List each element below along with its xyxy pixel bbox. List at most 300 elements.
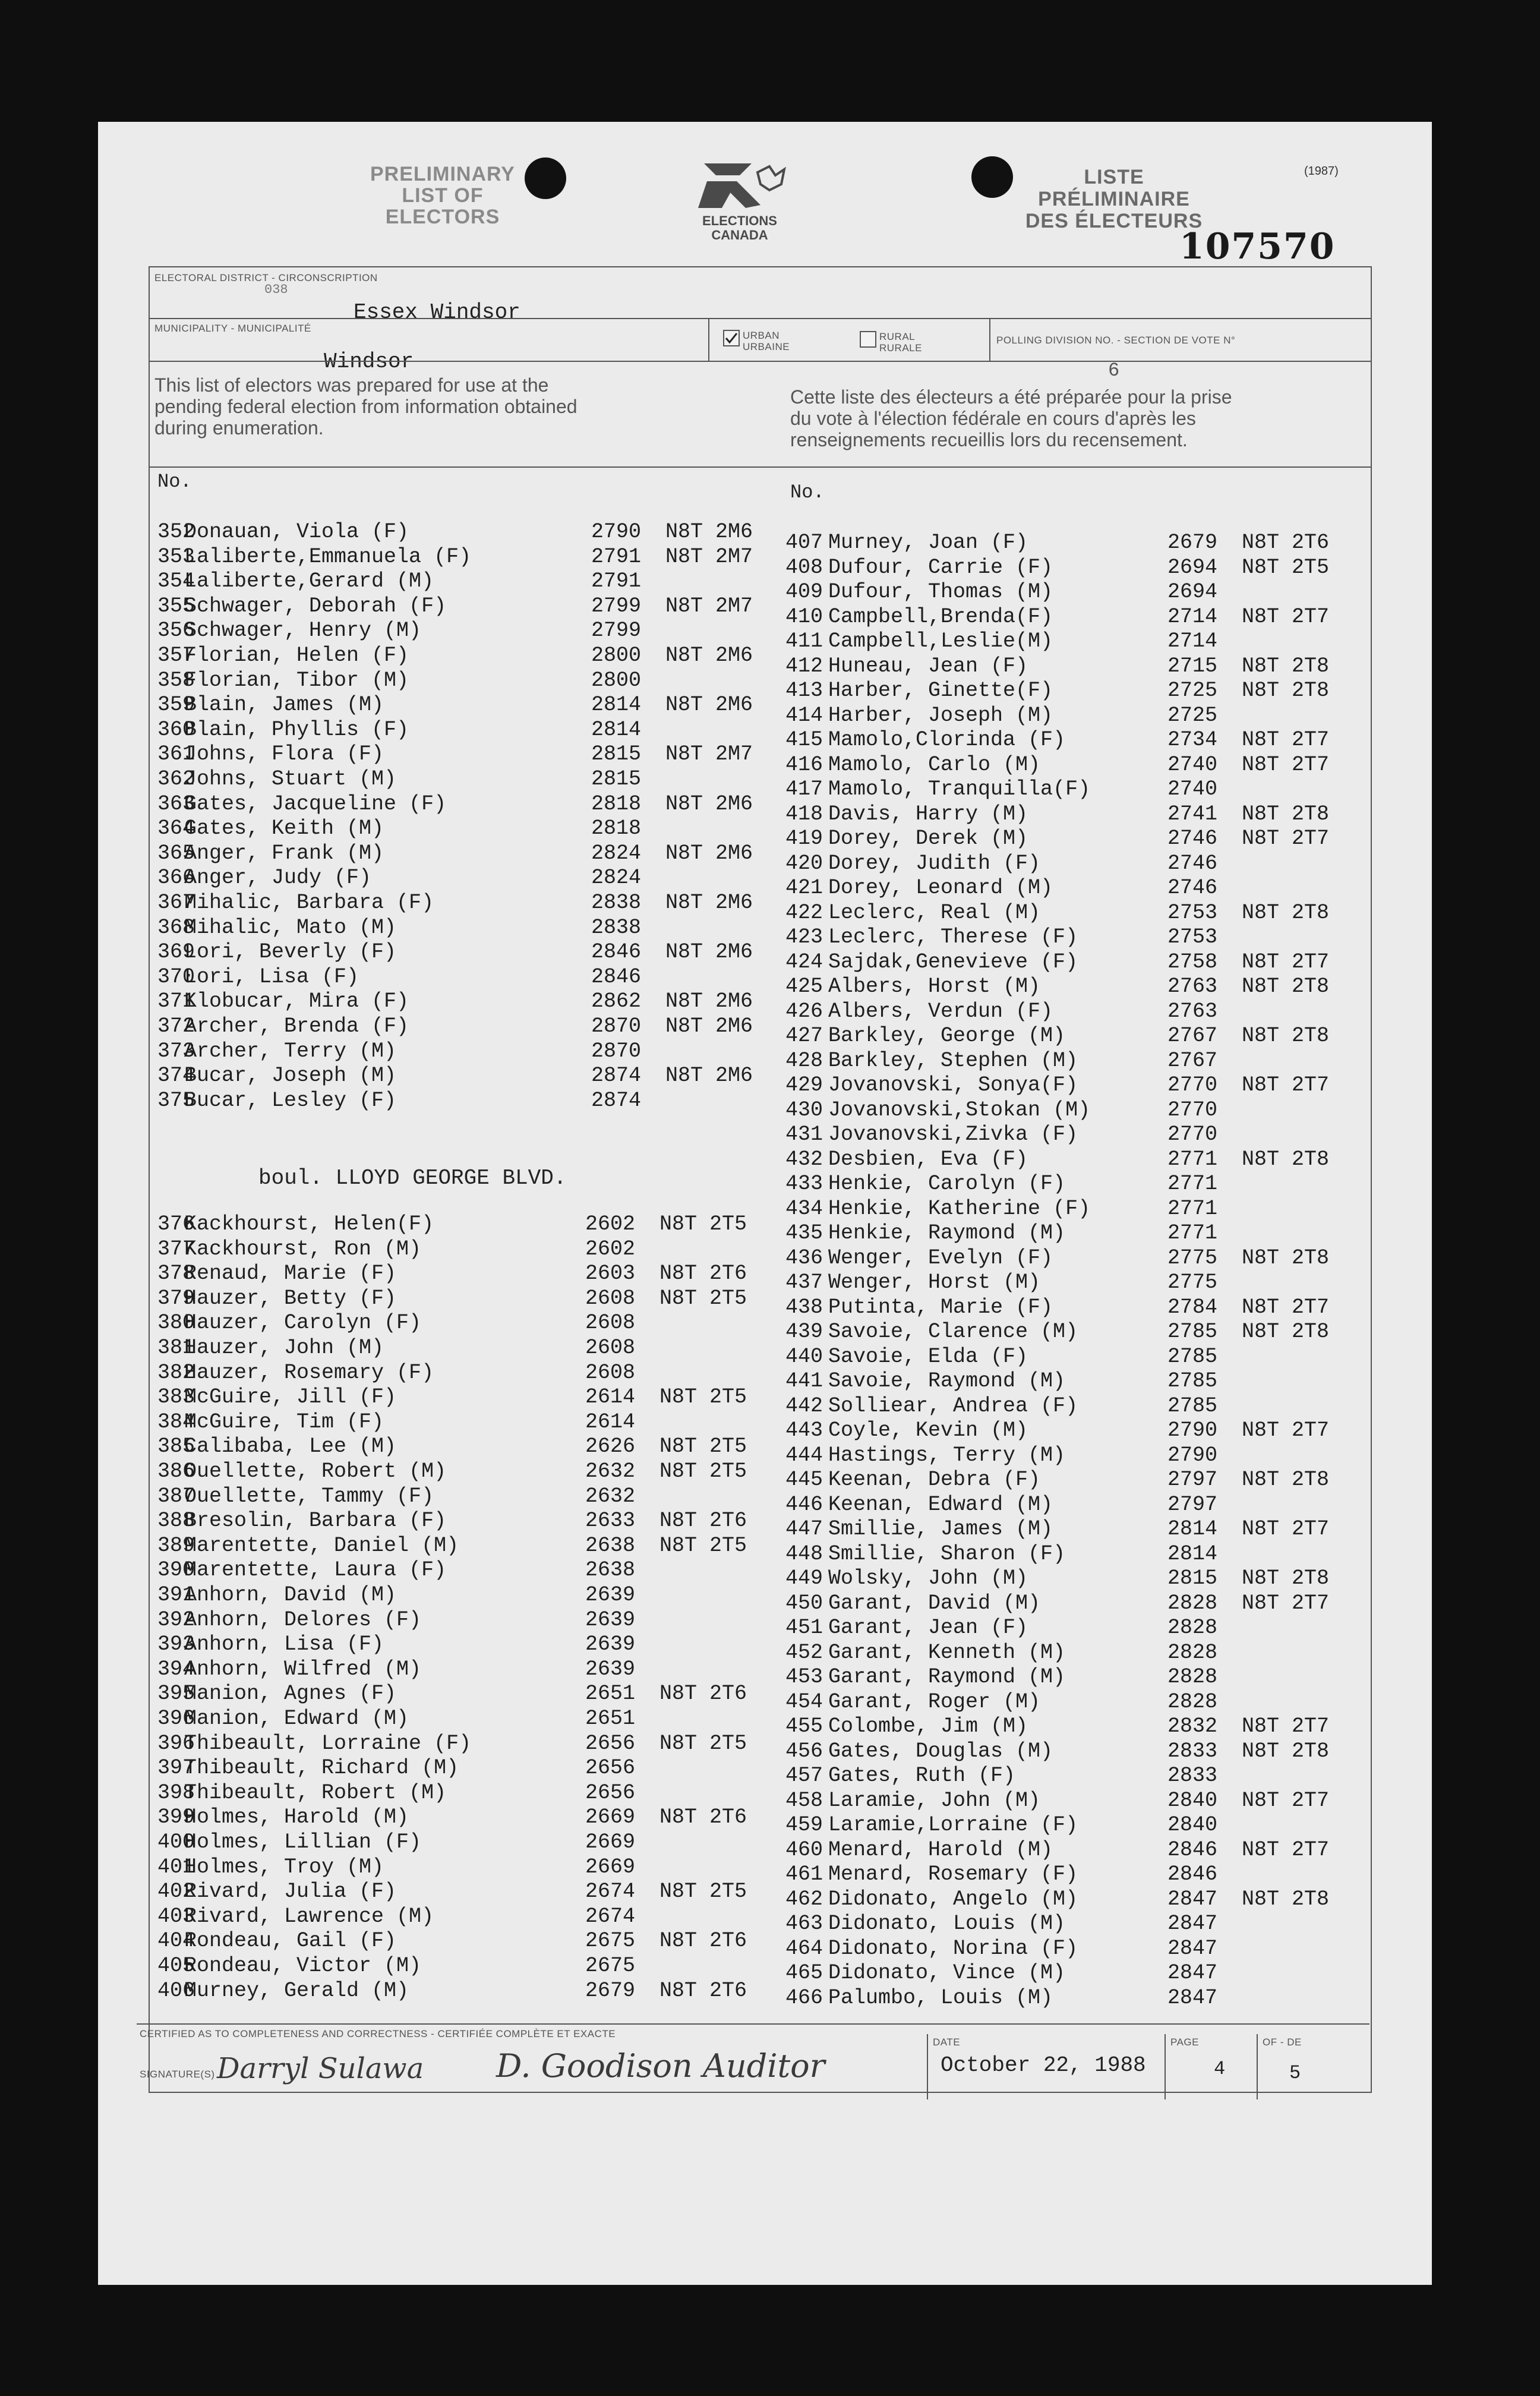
elector-address: 2715 — [1167, 654, 1218, 678]
elector-name: Rivard, Lawrence (M) — [184, 1904, 434, 1928]
elector-name: Sajdak,Genevieve (F) — [828, 950, 1078, 974]
elector-address: 2746 — [1167, 827, 1218, 850]
elector-postal-code: N8T 2T7 — [1242, 728, 1330, 752]
elector-number: 373 — [157, 1039, 195, 1063]
serial-number: 107570 — [1179, 226, 1336, 267]
notice-english: This list of electors was prepared for use at the pending federal election from information obtained during enumeration. — [154, 374, 578, 439]
elector-address: 2656 — [585, 1780, 636, 1805]
elector-address: 2818 — [591, 816, 642, 841]
elector-postal-code: N8T 2T7 — [1242, 1714, 1330, 1738]
elector-number: 441 — [785, 1369, 823, 1393]
elector-name: Leclerc, Real (M) — [828, 900, 1041, 925]
elector-number: 455 — [785, 1714, 823, 1738]
elector-number: 408 — [785, 555, 823, 579]
elector-name: Kackhourst, Helen(F) — [184, 1212, 434, 1236]
elector-name: Mamolo, Carlo (M) — [828, 752, 1041, 777]
elector-name: Wenger, Horst (M) — [828, 1270, 1041, 1294]
elector-number: 425 — [785, 975, 823, 998]
english-title: PRELIMINARY LIST OF ELECTORS — [370, 163, 515, 228]
municipality-label: MUNICIPALITY - MUNICIPALITÉ — [154, 323, 311, 334]
elector-name: Murney, Gerald (M) — [184, 1978, 409, 2003]
elector-number: 456 — [785, 1739, 823, 1763]
rural-checkbox[interactable] — [860, 331, 876, 348]
elector-name: Henkie, Carolyn (F) — [828, 1172, 1066, 1196]
elector-number: 454 — [785, 1689, 823, 1714]
elector-number: 433 — [785, 1172, 823, 1196]
elector-name: Anger, Judy (F) — [184, 866, 372, 890]
elector-address: 2874 — [591, 1088, 642, 1112]
street-heading: boul. LLOYD GEORGE BLVD. — [258, 1166, 567, 1190]
elector-number: 412 — [785, 654, 823, 678]
elector-address: 2602 — [585, 1237, 636, 1261]
elector-number: 432 — [785, 1147, 823, 1171]
elector-name: Murney, Joan (F) — [828, 531, 1028, 554]
polling-division-label: POLLING DIVISION NO. - SECTION DE VOTE N° — [996, 335, 1236, 346]
elector-number: 437 — [785, 1270, 823, 1294]
elector-number: 402 — [157, 1880, 195, 1904]
elector-postal-code: N8T 2T7 — [1242, 1591, 1330, 1615]
divider — [137, 2023, 1369, 2025]
elector-number: 419 — [785, 827, 823, 850]
elector-postal-code: N8T 2T7 — [1242, 752, 1330, 777]
elector-address: 2639 — [585, 1657, 636, 1681]
elector-address: 2814 — [1167, 1541, 1218, 1566]
elector-postal-code: N8T 2T8 — [1242, 679, 1330, 702]
elector-address: 2656 — [585, 1756, 636, 1780]
elector-number: 443 — [785, 1418, 823, 1442]
elector-name: Archer, Brenda (F) — [184, 1014, 409, 1038]
elector-name: Anhorn, Delores (F) — [184, 1607, 422, 1632]
elector-name: Mihalic, Mato (M) — [184, 915, 397, 940]
elector-name: Schwager, Henry (M) — [184, 619, 422, 643]
elector-number: 376 — [157, 1212, 195, 1236]
elector-number: 397 — [157, 1756, 195, 1780]
elector-address: 2740 — [1167, 752, 1218, 777]
elector-address: 2874 — [591, 1064, 642, 1088]
elector-address: 2847 — [1167, 1887, 1218, 1911]
notice-french: Cette liste des électeurs a été préparée pour la prise du vote à l'élection fédérale en cours d'après les renseignements recueillis lors du recensement. — [790, 386, 1232, 450]
elector-name: Savoie, Elda (F) — [828, 1344, 1028, 1369]
elector-number: 385 — [157, 1435, 195, 1459]
elector-postal-code: N8T 2T8 — [1242, 1887, 1330, 1911]
elector-name: Huneau, Jean (F) — [828, 654, 1028, 678]
elector-postal-code: N8T 2T5 — [659, 1533, 747, 1558]
elector-name: Keenan, Debra (F) — [828, 1468, 1041, 1492]
elector-address: 2639 — [585, 1607, 636, 1632]
elector-name: Lori, Beverly (F) — [184, 940, 397, 964]
elector-number: 423 — [785, 925, 823, 949]
elector-address: 2785 — [1167, 1344, 1218, 1369]
elector-name: Calibaba, Lee (M) — [184, 1435, 397, 1459]
elector-address: 2674 — [585, 1880, 636, 1904]
elector-address: 2847 — [1167, 1961, 1218, 1985]
elector-number: 435 — [785, 1221, 823, 1245]
elector-address: 2734 — [1167, 728, 1218, 752]
elector-name: Didonato, Angelo (M) — [828, 1887, 1078, 1911]
elector-address: 2847 — [1167, 1912, 1218, 1935]
elector-postal-code: N8T 2M6 — [665, 1064, 753, 1088]
elector-address: 2814 — [591, 717, 642, 742]
elector-postal-code: N8T 2T5 — [659, 1459, 747, 1483]
elector-number: 405 — [157, 1954, 195, 1978]
elector-number: 389 — [157, 1533, 195, 1558]
urban-checkbox[interactable] — [723, 330, 740, 346]
elector-number: 413 — [785, 679, 823, 702]
elector-name: Mamolo, Tranquilla(F) — [828, 777, 1091, 801]
divider — [149, 466, 1372, 468]
elector-name: Florian, Tibor (M) — [184, 668, 409, 692]
elector-name: Garant, Roger (M) — [828, 1689, 1041, 1714]
date-label: DATE — [933, 2036, 961, 2048]
elector-name: Menard, Harold (M) — [828, 1837, 1053, 1862]
elector-address: 2669 — [585, 1805, 636, 1830]
elector-name: Didonato, Louis (M) — [828, 1912, 1066, 1935]
elector-postal-code: N8T 2M6 — [665, 891, 753, 915]
elector-address: 2840 — [1167, 1813, 1218, 1837]
elector-number: 355 — [157, 594, 195, 618]
elector-name: Savoie, Raymond (M) — [828, 1369, 1066, 1393]
elector-name: Johns, Stuart (M) — [184, 767, 397, 791]
elector-name: Hauzer, Carolyn (F) — [184, 1311, 422, 1335]
elector-name: Dufour, Carrie (F) — [828, 555, 1053, 579]
elector-name: Jovanovski, Sonya(F) — [828, 1073, 1078, 1097]
elector-number: 400 — [157, 1830, 195, 1854]
elector-number: 407 — [785, 531, 823, 554]
elector-address: 2725 — [1167, 703, 1218, 727]
elector-number: 457 — [785, 1764, 823, 1787]
elector-address: 2608 — [585, 1360, 636, 1385]
elector-address: 2790 — [1167, 1443, 1218, 1467]
elector-address: 2799 — [591, 594, 642, 618]
elector-address: 2602 — [585, 1212, 636, 1236]
district-name: Essex Windsor — [354, 300, 520, 324]
elector-number: 415 — [785, 728, 823, 752]
elector-number: 417 — [785, 777, 823, 801]
elector-name: Hauzer, John (M) — [184, 1336, 384, 1360]
elector-name: Rivard, Julia (F) — [184, 1880, 397, 1904]
elections-canada-emblem-icon — [680, 157, 799, 211]
elector-name: Dufour, Thomas (M) — [828, 580, 1053, 604]
elector-address: 2791 — [591, 569, 642, 594]
elector-name: Johns, Flora (F) — [184, 742, 384, 767]
elector-number: 378 — [157, 1262, 195, 1286]
elector-number: 398 — [157, 1780, 195, 1805]
elector-address: 2832 — [1167, 1714, 1218, 1738]
elector-number: 410 — [785, 604, 823, 629]
elector-number: 403 — [157, 1904, 195, 1928]
elector-postal-code: N8T 2T7 — [1242, 1837, 1330, 1862]
elector-name: Laramie,Lorraine (F) — [828, 1813, 1078, 1837]
elector-name: Schwager, Deborah (F) — [184, 594, 447, 618]
elector-number: 388 — [157, 1509, 195, 1533]
elector-number: 386 — [157, 1459, 195, 1483]
elector-name: McGuire, Tim (F) — [184, 1410, 384, 1434]
elector-postal-code: N8T 2T8 — [1242, 900, 1330, 925]
elector-name: Rondeau, Victor (M) — [184, 1954, 422, 1978]
elector-address: 2815 — [591, 767, 642, 791]
elector-postal-code: N8T 2T8 — [1242, 1468, 1330, 1492]
elector-address: 2847 — [1167, 1936, 1218, 1960]
elector-postal-code: N8T 2M6 — [665, 940, 753, 964]
elector-number: 461 — [785, 1862, 823, 1886]
elector-address: 2818 — [591, 792, 642, 816]
elector-address: 2694 — [1167, 555, 1218, 579]
elector-address: 2674 — [585, 1904, 636, 1928]
elector-address: 2791 — [591, 544, 642, 569]
elector-postal-code: N8T 2T8 — [1242, 1566, 1330, 1590]
elector-address: 2608 — [585, 1286, 636, 1310]
elector-address: 2746 — [1167, 851, 1218, 875]
signature-2: D. Goodison Auditor — [496, 2047, 825, 2085]
elector-address: 2814 — [591, 693, 642, 717]
divider — [1165, 2034, 1166, 2099]
elector-address: 2679 — [585, 1978, 636, 2003]
elector-name: Gates, Jacqueline (F) — [184, 792, 447, 816]
elector-name: Albers, Horst (M) — [828, 975, 1041, 998]
elector-name: Anhorn, David (M) — [184, 1583, 397, 1607]
elector-address: 2626 — [585, 1435, 636, 1459]
elector-number: 395 — [157, 1682, 195, 1706]
signatures-label: SIGNATURE(S) — [140, 2069, 215, 2080]
elector-name: Leclerc, Therese (F) — [828, 925, 1078, 949]
elector-address: 2741 — [1167, 802, 1218, 826]
elector-name: Thibeault, Richard (M) — [184, 1756, 459, 1780]
elector-name: Archer, Terry (M) — [184, 1039, 397, 1063]
elector-address: 2767 — [1167, 1048, 1218, 1073]
elector-name: Manion, Edward (M) — [184, 1707, 409, 1730]
elector-name: Wenger, Evelyn (F) — [828, 1246, 1053, 1270]
elector-name: Smillie, Sharon (F) — [828, 1541, 1066, 1566]
elector-postal-code: N8T 2T6 — [1242, 531, 1330, 554]
elector-name: Florian, Helen (F) — [184, 644, 409, 667]
divider — [989, 318, 990, 361]
elector-name: Anhorn, Wilfred (M) — [184, 1657, 422, 1681]
elector-address: 2785 — [1167, 1320, 1218, 1344]
divider — [149, 318, 1372, 319]
elector-number: 380 — [157, 1311, 195, 1335]
elector-number: 428 — [785, 1048, 823, 1073]
elector-address: 2814 — [1167, 1517, 1218, 1541]
elector-address: 2870 — [591, 1039, 642, 1063]
elector-address: 2758 — [1167, 950, 1218, 974]
elector-name: Dorey, Derek (M) — [828, 827, 1028, 850]
elector-name: Laliberte,Emmanuela (F) — [184, 544, 472, 569]
elector-number: 429 — [785, 1073, 823, 1097]
elector-address: 2771 — [1167, 1147, 1218, 1171]
elector-address: 2679 — [1167, 531, 1218, 554]
elector-name: Didonato, Vince (M) — [828, 1961, 1066, 1985]
elector-postal-code: N8T 2T8 — [1242, 1147, 1330, 1171]
elector-name: Garant, Jean (F) — [828, 1616, 1028, 1640]
elector-number: 462 — [785, 1887, 823, 1911]
elector-address: 2714 — [1167, 604, 1218, 629]
elector-address: 2800 — [591, 644, 642, 667]
elector-address: 2694 — [1167, 580, 1218, 604]
elector-name: Bucar, Joseph (M) — [184, 1064, 397, 1088]
elector-number: 372 — [157, 1014, 195, 1038]
elector-address: 2675 — [585, 1929, 636, 1953]
elector-number: 460 — [785, 1837, 823, 1862]
elector-postal-code: N8T 2T6 — [659, 1509, 747, 1533]
french-title: LISTE PRÉLIMINAIRE DES ÉLECTEURS — [1025, 166, 1203, 232]
elector-name: Menard, Rosemary (F) — [828, 1862, 1078, 1886]
elector-name: Bresolin, Barbara (F) — [184, 1509, 447, 1533]
elector-address: 2763 — [1167, 999, 1218, 1023]
elector-number: 445 — [785, 1468, 823, 1492]
elector-name: Garant, David (M) — [828, 1591, 1041, 1615]
elector-postal-code: N8T 2M6 — [665, 841, 753, 865]
elector-name: Putinta, Marie (F) — [828, 1295, 1053, 1319]
elector-number: 436 — [785, 1246, 823, 1270]
elector-address: 2753 — [1167, 925, 1218, 949]
page-label: PAGE — [1170, 2036, 1199, 2048]
elector-address: 2639 — [585, 1583, 636, 1607]
elector-name: Desbien, Eva (F) — [828, 1147, 1028, 1171]
elector-postal-code: N8T 2T5 — [659, 1212, 747, 1236]
elector-name: Ouellette, Tammy (F) — [184, 1484, 434, 1508]
of-value: 5 — [1289, 2062, 1301, 2084]
elector-address: 2771 — [1167, 1172, 1218, 1196]
elector-name: Harber, Joseph (M) — [828, 703, 1053, 727]
elector-address: 2770 — [1167, 1123, 1218, 1146]
elector-name: Keenan, Edward (M) — [828, 1492, 1053, 1517]
elector-address: 2790 — [591, 520, 642, 544]
elector-number: 420 — [785, 851, 823, 875]
elector-name: Smillie, James (M) — [828, 1517, 1053, 1541]
certified-label: CERTIFIED AS TO COMPLETENESS AND CORRECTNESS - CERTIFIÉE COMPLÈTE ET EXACTE — [140, 2028, 616, 2039]
elector-number: 384 — [157, 1410, 195, 1434]
elector-address: 2870 — [591, 1014, 642, 1038]
elector-name: Hastings, Terry (M) — [828, 1443, 1066, 1467]
elector-postal-code: N8T 2T7 — [1242, 1517, 1330, 1541]
elector-number: 396 — [157, 1731, 195, 1755]
elector-number: 367 — [157, 891, 195, 915]
elector-number: 353 — [157, 544, 195, 569]
elector-number: 447 — [785, 1517, 823, 1541]
elector-number: 375 — [157, 1088, 195, 1112]
elector-name: Hauzer, Betty (F) — [184, 1286, 397, 1310]
elector-number: 430 — [785, 1098, 823, 1122]
elector-number: 444 — [785, 1443, 823, 1467]
elector-address: 2714 — [1167, 629, 1218, 653]
elector-number: 424 — [785, 950, 823, 974]
elector-address: 2784 — [1167, 1295, 1218, 1319]
divider — [149, 361, 1372, 362]
elector-name: Gates, Keith (M) — [184, 816, 384, 841]
elector-postal-code: N8T 2T8 — [1242, 975, 1330, 998]
elector-number: 358 — [157, 668, 195, 692]
elector-name: Jovanovski,Zivka (F) — [828, 1123, 1078, 1146]
elector-number: 359 — [157, 693, 195, 717]
elector-address: 2633 — [585, 1509, 636, 1533]
page-value: 4 — [1214, 2058, 1226, 2080]
elector-address: 2767 — [1167, 1024, 1218, 1048]
form-code: (1987) — [1304, 165, 1339, 178]
elector-number: 426 — [785, 999, 823, 1023]
elector-name: Mihalic, Barbara (F) — [184, 891, 434, 915]
elector-number: 365 — [157, 841, 195, 865]
elector-postal-code: N8T 2T5 — [659, 1435, 747, 1459]
elector-address: 2846 — [591, 940, 642, 964]
elector-postal-code: N8T 2M7 — [665, 594, 753, 618]
elector-number: 451 — [785, 1616, 823, 1640]
elector-address: 2669 — [585, 1830, 636, 1854]
elector-name: Dorey, Judith (F) — [828, 851, 1041, 875]
elector-postal-code: N8T 2T6 — [659, 1805, 747, 1830]
elector-postal-code: N8T 2T8 — [1242, 1320, 1330, 1344]
elector-address: 2638 — [585, 1533, 636, 1558]
divider — [927, 2034, 928, 2099]
elector-number: 404 — [157, 1929, 195, 1953]
elector-address: 2833 — [1167, 1739, 1218, 1763]
elector-number: 370 — [157, 964, 195, 989]
column-header-right: No. — [790, 481, 825, 503]
elector-postal-code: N8T 2T8 — [1242, 1024, 1330, 1048]
elector-postal-code: N8T 2T8 — [1242, 654, 1330, 678]
elector-name: McGuire, Jill (F) — [184, 1385, 397, 1410]
elector-address: 2785 — [1167, 1394, 1218, 1418]
elector-number: 371 — [157, 989, 195, 1014]
elector-number: 368 — [157, 915, 195, 940]
elector-number: 374 — [157, 1064, 195, 1088]
elector-number: 391 — [157, 1583, 195, 1607]
elector-address: 2838 — [591, 915, 642, 940]
elector-postal-code: N8T 2M6 — [665, 792, 753, 816]
elector-number: 463 — [785, 1912, 823, 1935]
column-header-left: No. — [157, 471, 192, 493]
elector-address: 2753 — [1167, 900, 1218, 925]
elector-name: Campbell,Brenda(F) — [828, 604, 1053, 629]
elector-number: 446 — [785, 1492, 823, 1517]
elector-address: 2632 — [585, 1484, 636, 1508]
elector-postal-code: N8T 2T5 — [1242, 555, 1330, 579]
elector-address: 2608 — [585, 1336, 636, 1360]
elector-address: 2846 — [1167, 1837, 1218, 1862]
elector-address: 2833 — [1167, 1764, 1218, 1787]
elector-address: 2828 — [1167, 1665, 1218, 1689]
elector-postal-code: N8T 2T5 — [659, 1731, 747, 1755]
elector-name: Laliberte,Gerard (M) — [184, 569, 434, 594]
elector-address: 2770 — [1167, 1073, 1218, 1097]
elector-number: 352 — [157, 520, 195, 544]
elector-number: 382 — [157, 1360, 195, 1385]
elector-postal-code: N8T 2T7 — [1242, 1073, 1330, 1097]
elector-name: Thibeault, Lorraine (F) — [184, 1731, 472, 1755]
elector-number: 450 — [785, 1591, 823, 1615]
elector-number: 459 — [785, 1813, 823, 1837]
elector-name: Barkley, Stephen (M) — [828, 1048, 1078, 1073]
elector-number: 440 — [785, 1344, 823, 1369]
elector-name: Coyle, Kevin (M) — [828, 1418, 1028, 1442]
elector-name: Ouellette, Robert (M) — [184, 1459, 447, 1483]
elector-name: Solliear, Andrea (F) — [828, 1394, 1078, 1418]
elections-canada-logo: ELECTIONS CANADA — [668, 157, 811, 242]
elector-number: 357 — [157, 644, 195, 667]
elector-name: Anger, Frank (M) — [184, 841, 384, 865]
elector-postal-code: N8T 2T7 — [1242, 1295, 1330, 1319]
rural-label: RURAL RURALE — [879, 331, 922, 354]
elector-number: 360 — [157, 717, 195, 742]
elector-postal-code: N8T 2T5 — [659, 1286, 747, 1310]
elector-postal-code: N8T 2M6 — [665, 1014, 753, 1038]
elector-name: Blain, James (M) — [184, 693, 384, 717]
elector-address: 2614 — [585, 1410, 636, 1434]
elector-address: 2785 — [1167, 1369, 1218, 1393]
elector-number: 452 — [785, 1640, 823, 1664]
elector-name: Gates, Douglas (M) — [828, 1739, 1053, 1763]
elector-address: 2651 — [585, 1707, 636, 1730]
district-label: ELECTORAL DISTRICT - CIRCONSCRIPTION — [154, 272, 378, 283]
